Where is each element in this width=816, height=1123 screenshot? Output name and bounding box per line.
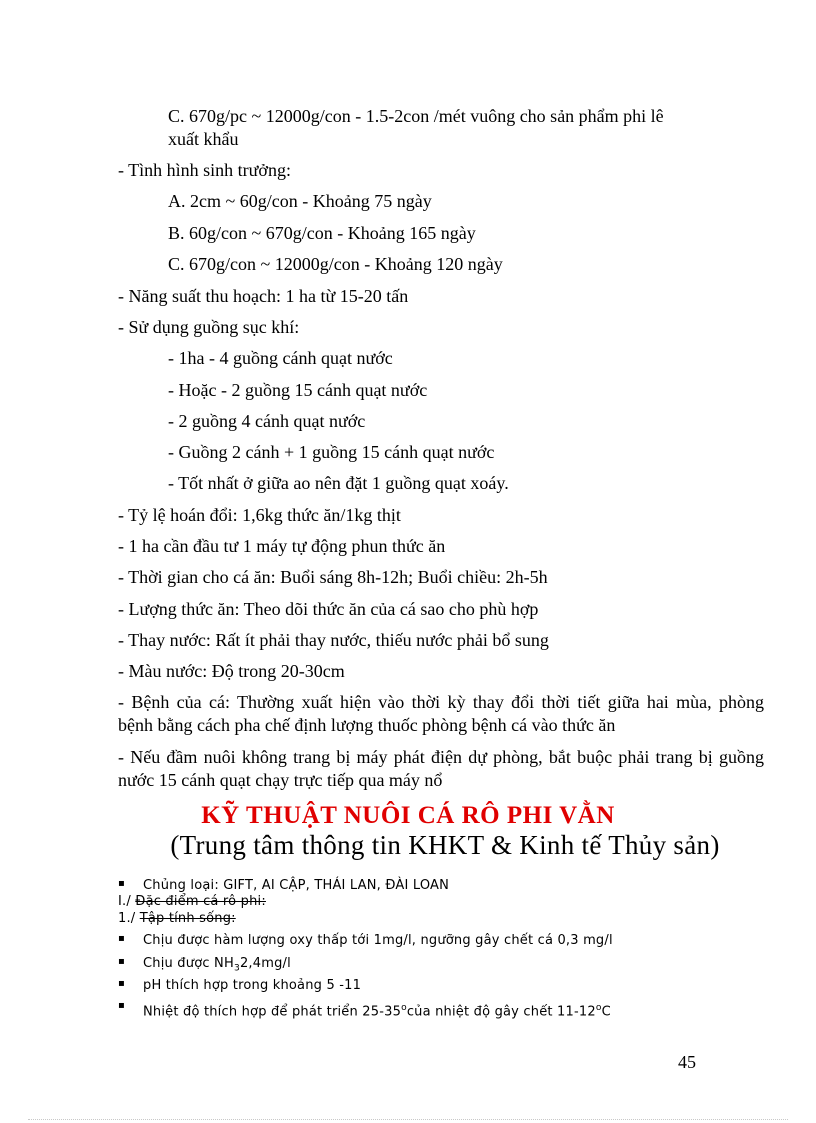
bullet-icon: ▪ [118, 978, 125, 989]
note-text: Nhiệt độ thích hợp để phát triển 25-35 [143, 1004, 402, 1020]
note-line: Chịu được hàm lượng oxy thấp tới 1mg/l, ngưỡng gây chết cá 0,3 mg/l [143, 933, 613, 948]
text-line: B. 60g/con ~ 670g/con - Khoảng 165 ngày [168, 223, 476, 243]
footer-divider [28, 1119, 788, 1120]
text-line: - 1ha - 4 guồng cánh quạt nước [168, 348, 393, 368]
text-line: - 2 guồng 4 cánh quạt nước [168, 411, 366, 431]
subscript: 3 [233, 963, 240, 974]
text-line: - Tốt nhất ở giữa ao nên đặt 1 guồng quạt xoáy. [168, 473, 509, 493]
note-line [143, 955, 291, 978]
text-line: xuất khẩu [168, 129, 239, 149]
text-line: - Thay nước: Rất ít phải thay nước, thiếu nước phải bổ sung [118, 630, 549, 650]
text-line: - Guồng 2 cánh + 1 guồng 15 cánh quạt nước [168, 442, 495, 462]
section-subtitle: (Trung tâm thông tin KHKT & Kinh tế Thủy sản) [170, 830, 720, 860]
text-line: - Bệnh của cá: Thường xuất hiện vào thời kỳ thay đổi thời tiết giữa hai mùa, phòng [118, 692, 764, 712]
text-line: - Tình hình sinh trưởng: [118, 160, 291, 180]
note-text: C [601, 1004, 611, 1020]
note-line [143, 999, 611, 1021]
heading-text: Tập tính sống: [139, 911, 236, 926]
page-number: 45 [678, 1052, 696, 1072]
text-line: bệnh bằng cách pha chế định lượng thuốc phòng bệnh cá vào thức ăn [118, 715, 616, 735]
text-line: - Năng suất thu hoạch: 1 ha từ 15-20 tấn [118, 286, 409, 306]
bullet-icon: ▪ [118, 933, 125, 944]
note-line: pH thích hợp trong khoảng 5 -11 [143, 978, 362, 993]
note-text: 2,4mg/l [239, 956, 291, 971]
text-line: - Nếu đầm nuôi không trang bị máy phát điện dự phòng, bắt buộc phải trang bị guồng [118, 747, 764, 767]
heading-number: I./ [118, 894, 131, 909]
text-line: - Hoặc - 2 guồng 15 cánh quạt nước [168, 380, 428, 400]
note-line: Chủng loại: GIFT, AI CẬP, THÁI LAN, ĐÀI LOAN [143, 878, 450, 893]
note-text: Chịu được NH [143, 956, 234, 971]
text-line: A. 2cm ~ 60g/con - Khoảng 75 ngày [168, 191, 432, 211]
text-line: - Tỷ lệ hoán đổi: 1,6kg thức ăn/1kg thịt [118, 505, 401, 525]
heading-number: 1./ [118, 911, 136, 926]
text-line: - 1 ha cần đầu tư 1 máy tự động phun thức ăn [118, 536, 446, 556]
superscript: o [595, 1003, 602, 1013]
text-line: nước 15 cánh quạt chạy trực tiếp qua máy nổ [118, 770, 443, 790]
note-text: của nhiệt độ gây chết 11-12 [406, 1004, 596, 1020]
text-line: - Màu nước: Độ trong 20-30cm [118, 661, 345, 681]
heading-text: Đặc điểm cá rô phi: [135, 894, 266, 909]
text-line: C. 670g/con ~ 12000g/con - Khoảng 120 ngày [168, 254, 503, 274]
text-line: - Lượng thức ăn: Theo dõi thức ăn của cá sao cho phù hợp [118, 599, 539, 619]
bullet-icon: ▪ [118, 1000, 125, 1011]
text-line: - Thời gian cho cá ăn: Buổi sáng 8h-12h; Buổi chiều: 2h-5h [118, 567, 548, 587]
superscript: o [401, 1003, 407, 1013]
text-line: - Sử dụng guồng sục khí: [118, 317, 300, 337]
text-line: C. 670g/pc ~ 12000g/con - 1.5-2con /mét vuông cho sản phẩm phi lê [168, 106, 664, 126]
section-title: KỸ THUẬT NUÔI CÁ RÔ PHI VẰN [201, 802, 615, 829]
note-heading [118, 910, 236, 928]
bullet-icon: ▪ [118, 956, 125, 967]
note-heading [118, 893, 266, 911]
bullet-icon: ▪ [118, 878, 125, 889]
